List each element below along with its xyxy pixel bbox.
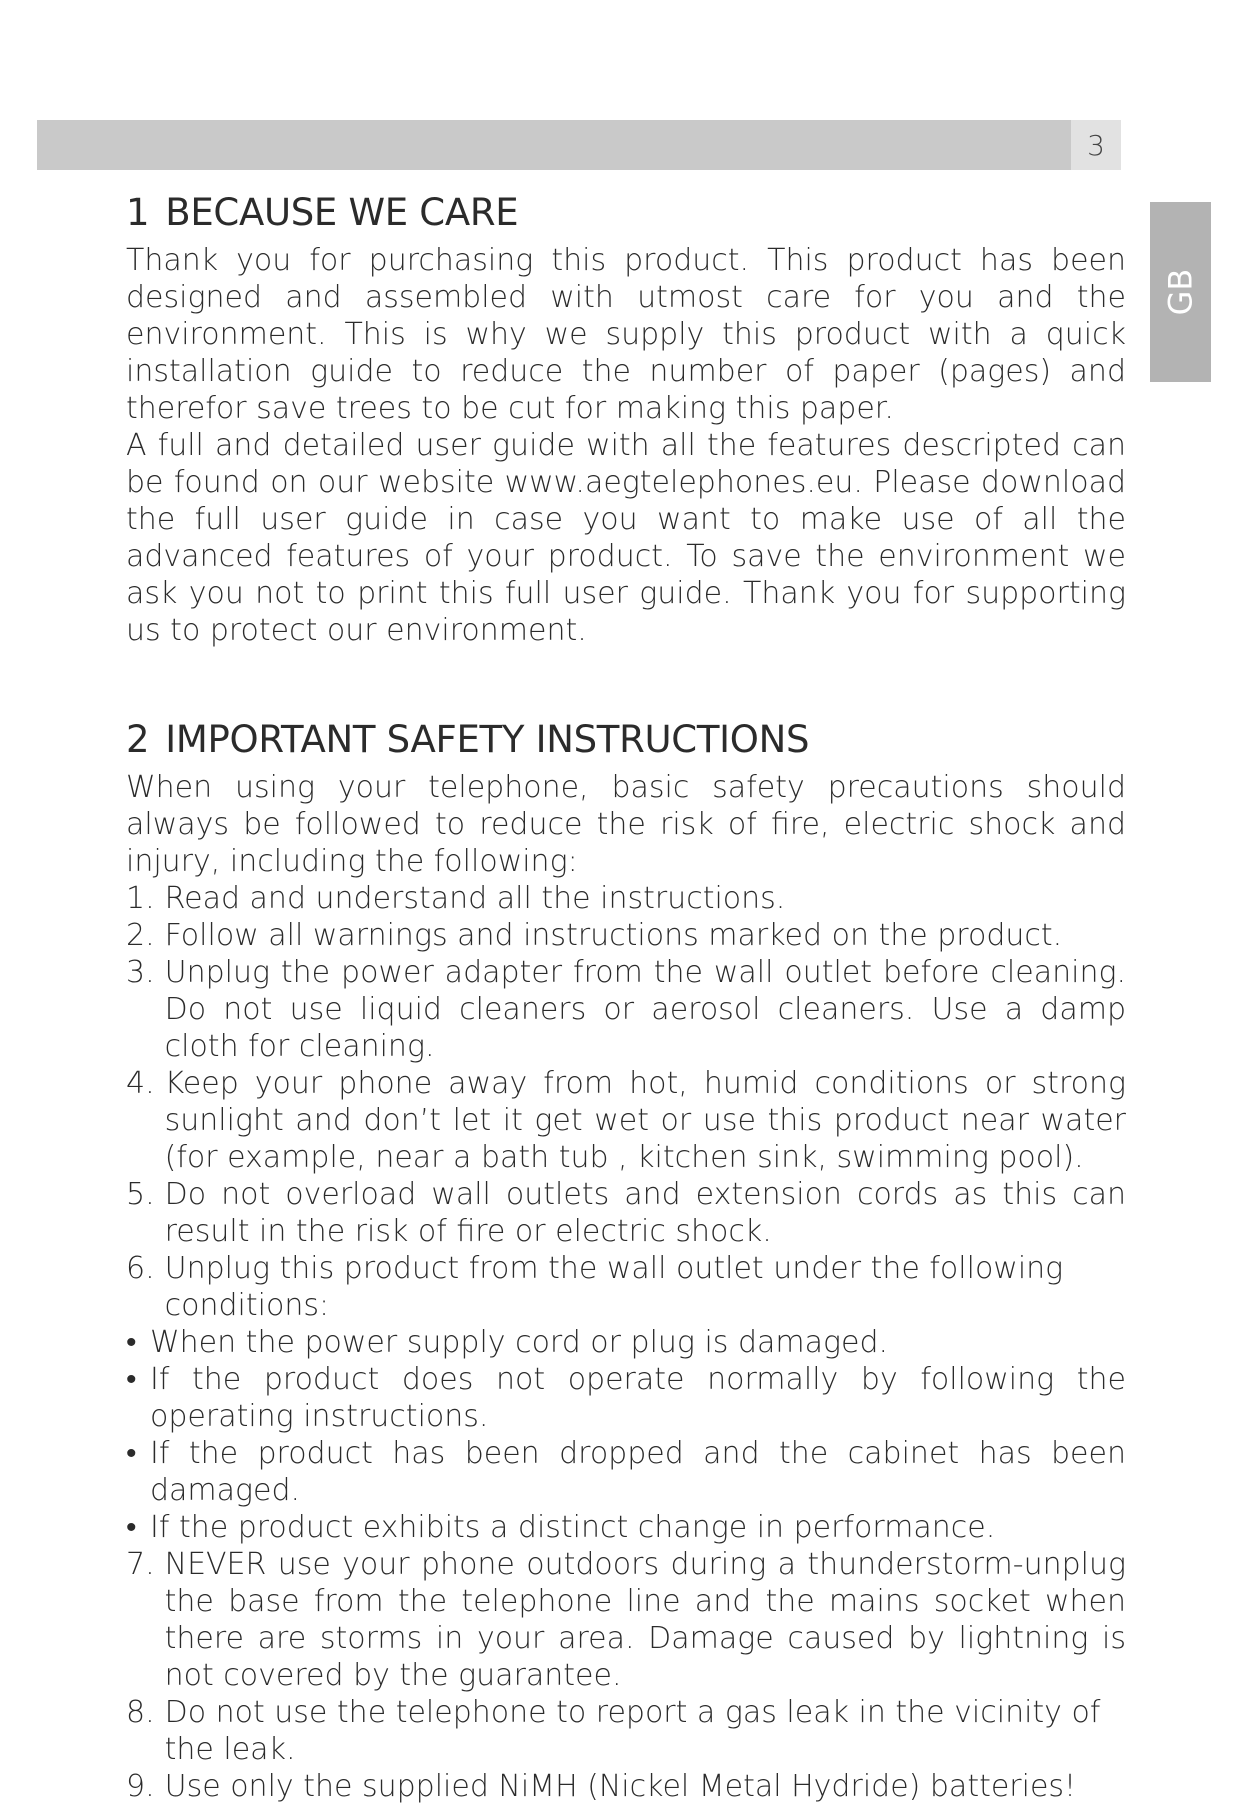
bullet-icon: • (126, 1510, 137, 1545)
bullet-text: If the product exhibits a distinct change in performance. (150, 1510, 996, 1545)
section1-number: 1 (126, 191, 150, 234)
list-item-text: Read and understand all the instructions. (164, 881, 786, 916)
list-item-text: Do not use the telephone to report a gas leak in the vicinity of the leak. (164, 1695, 1101, 1767)
list-item (126, 880, 1126, 917)
bullet-item (126, 1361, 1126, 1435)
list-item-text: Use only the supplied NiMH (Nickel Metal Hydride) batteries! (164, 1769, 1077, 1804)
list-item (126, 1546, 1126, 1694)
list-item-number: 8. (126, 1695, 155, 1730)
bullet-icon: • (126, 1325, 137, 1360)
list-item (126, 954, 1126, 1065)
bullet-text: If the product has been dropped and the cabinet has been damaged. (150, 1436, 1126, 1508)
section1-title: BECAUSE WE CARE (165, 191, 519, 234)
list-item-number: 4. (126, 1066, 155, 1101)
section2-number: 2 (126, 718, 150, 761)
list-item (126, 1176, 1126, 1250)
list-item-number: 2. (126, 918, 155, 953)
list-item (126, 1694, 1126, 1768)
list-item-text: Follow all warnings and instructions marked on the product. (164, 918, 1063, 953)
section1-paragraph-2: A full and detailed user guide with all the features descripted can be found on our website www.aegtelephones.eu. Please download the full user guide in case you want to make use of all the advanced features of your product. To save the environment we ask you not to print this full user guide. Thank you for supporting us to protect our environment. (126, 428, 1126, 648)
list-item-text: NEVER use your phone outdoors during a thunderstorm-unplug the base from the telephone line and the mains socket when there are storms in your area. Damage caused by lightning is not covered by the guarantee. (164, 1547, 1126, 1693)
section1-paragraph-1: Thank you for purchasing this product. This product has been designed and assembled with utmost care for you and the environment. This is why we supply this product with a quick installation guide to reduce the number of paper (pages) and therefor save trees to be cut for making this paper. (126, 243, 1126, 426)
list-item-number: 6. (126, 1251, 155, 1286)
list-item (126, 1768, 1126, 1805)
list-item-text: Unplug this product from the wall outlet under the following conditions: (164, 1251, 1064, 1323)
page-content (126, 190, 1126, 1805)
section-safety-instructions (126, 717, 1126, 1805)
section-because-we-care (126, 190, 1126, 649)
section2-title: IMPORTANT SAFETY INSTRUCTIONS (165, 718, 810, 761)
section1-heading (126, 190, 1126, 236)
section2-heading (126, 717, 1126, 763)
list-item-number: 5. (126, 1177, 155, 1212)
list-item (126, 917, 1126, 954)
list-item-number: 7. (126, 1547, 155, 1582)
list-item-text: Unplug the power adapter from the wall outlet before cleaning. Do not use liquid cleaners or aerosol cleaners. Use a damp cloth for cleaning. (164, 955, 1126, 1064)
header-bar (37, 120, 1071, 170)
list-item-number: 9. (126, 1769, 155, 1804)
bullet-icon: • (126, 1436, 137, 1471)
list-item-number: 1. (126, 881, 155, 916)
list-item-text: Keep your phone away from hot, humid conditions or strong sunlight and don’t let it get wet or use this product near water (for example, near a bath tub , kitchen sink, swimming pool). (164, 1066, 1126, 1175)
list-item-text: Do not overload wall outlets and extension cords as this can result in the risk of fire or electric shock. (164, 1177, 1126, 1249)
language-tab (1150, 202, 1211, 382)
list-item-number: 3. (126, 955, 155, 990)
bullet-item (126, 1435, 1126, 1509)
language-tab-label: GB (1161, 268, 1200, 316)
bullet-item (126, 1324, 1126, 1361)
bullet-item (126, 1509, 1126, 1546)
bullet-text: If the product does not operate normally by following the operating instructions. (150, 1362, 1126, 1434)
bullet-text: When the power supply cord or plug is damaged. (150, 1325, 889, 1360)
section2-intro: When using your telephone, basic safety precautions should always be followed to reduce the risk of fire, electric shock and injury, including the following: (126, 770, 1126, 879)
page-number: 3 (1071, 120, 1121, 170)
list-item (126, 1065, 1126, 1176)
list-item (126, 1250, 1126, 1324)
bullet-icon: • (126, 1362, 137, 1397)
